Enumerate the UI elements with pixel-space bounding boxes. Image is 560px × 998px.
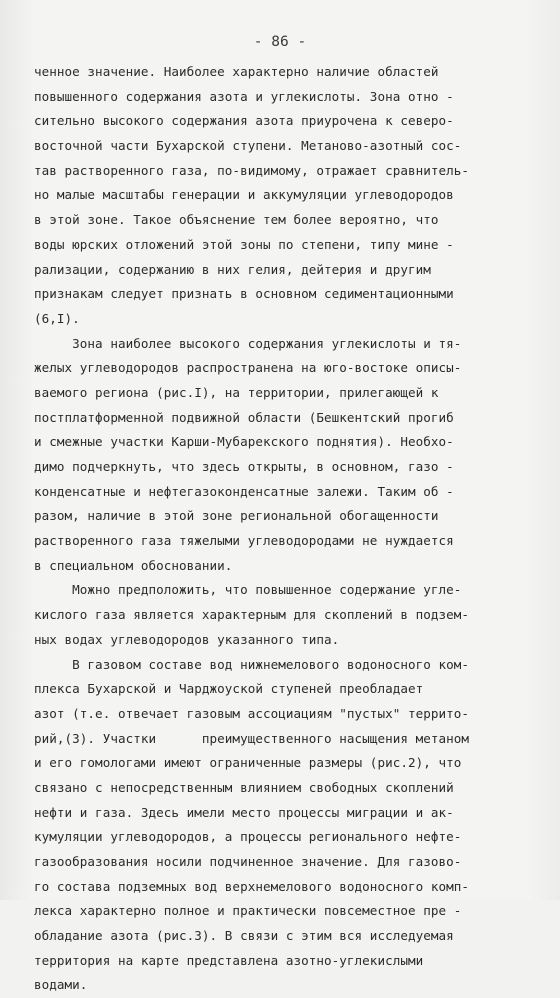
text-line: кислого газа является характерным для скоплений в подзем- — [34, 607, 470, 623]
text-line: восточной части Бухарской ступени. Метаново-азотный сос- — [34, 138, 462, 154]
text-line: воды юрских отложений этой зоны по степени, типу мине - — [34, 236, 454, 252]
text-line: нефти и газа. Здесь имели место процессы миграции и ак- — [34, 804, 454, 820]
text-line: в специальном обосновании. — [34, 557, 233, 573]
body-text — [34, 60, 530, 998]
text-line: го состава подземных вод верхнемелового водоносного комп- — [34, 878, 470, 894]
page-number: - 86 - — [253, 34, 307, 50]
text-line: Можно предположить, что повышенное содержание угле- — [34, 582, 462, 598]
text-line: газообразования носили подчиненное значение. Для газово- — [34, 854, 462, 869]
text-line: постплатформенной подвижной области (Бешкентский прогиб — [34, 409, 454, 425]
text-line: конденсатные и нефтегазоконденсатные залежи. Таким об - — [34, 483, 454, 499]
text-line: Зона наиболее высокого содержания углекислоты и тя- — [34, 335, 462, 351]
text-line: рализации, содержанию в них гелия, дейтерия и другим — [34, 261, 431, 277]
text-line: разом, наличие в этой зоне региональной обогащенности — [34, 508, 439, 524]
text-line: и смежные участки Карши-Мубарекского поднятия). Необхо- — [34, 434, 454, 450]
text-line: обладание азота (рис.3). В связи с этим вся исследуемая — [34, 928, 454, 944]
text-line: кумуляции углеводородов, а процессы регионального нефте- — [34, 829, 462, 845]
text-line: связано с непосредственным влиянием свободных скоплений — [34, 779, 454, 795]
text-line: территория на карте представлена азотно-углекислыми — [34, 952, 424, 968]
text-line: повышенного содержания азота и углекислоты. Зона отно - — [34, 88, 454, 104]
text-line: но малые масштабы генерации и аккумуляции углеводородов — [34, 187, 454, 203]
text-line: и его гомологами имеют ограниченные размеры (рис.2), что — [34, 755, 462, 771]
text-line: сительно высокого содержания азота приурочена к северо- — [34, 113, 454, 129]
text-line: димо подчеркнуть, что здесь открыты, в основном, газо - — [34, 459, 454, 474]
text-line: желых углеводородов распространена на юго-востоке описы- — [34, 360, 462, 376]
text-line: тав растворенного газа, по-видимому, отражает сравнитель- — [34, 162, 470, 178]
text-line: плекса Бухарской и Чарджоуской ступеней преобладает — [34, 681, 424, 697]
text-line: азот (т.е. отвечает газовым ассоциациям "пустых" террито- — [34, 705, 470, 721]
text-line: признакам следует признать в основном седиментационными — [34, 286, 454, 302]
text-line: ченное значение. Наиболее характерно наличие областей — [34, 64, 439, 79]
text-line: ваемого региона (рис.I), на территории, прилегающей к — [34, 384, 439, 400]
text-line: лекса характерно полное и практически повсеместное пре - — [34, 903, 462, 919]
text-line: ных водах углеводородов указанного типа. — [34, 631, 340, 647]
text-line: в этой зоне. Такое объяснение тем более вероятно, что — [34, 212, 439, 228]
text-line: водами. — [34, 977, 88, 993]
text-line: В газовом составе вод нижнемелового водоносного ком- — [34, 656, 470, 672]
text-line: рий,(3). Участки преимущественного насыщения метаном — [34, 730, 470, 746]
text-line: растворенного газа тяжелыми углеводородами не нуждается — [34, 533, 454, 549]
text-line: (6,I). — [34, 310, 80, 326]
